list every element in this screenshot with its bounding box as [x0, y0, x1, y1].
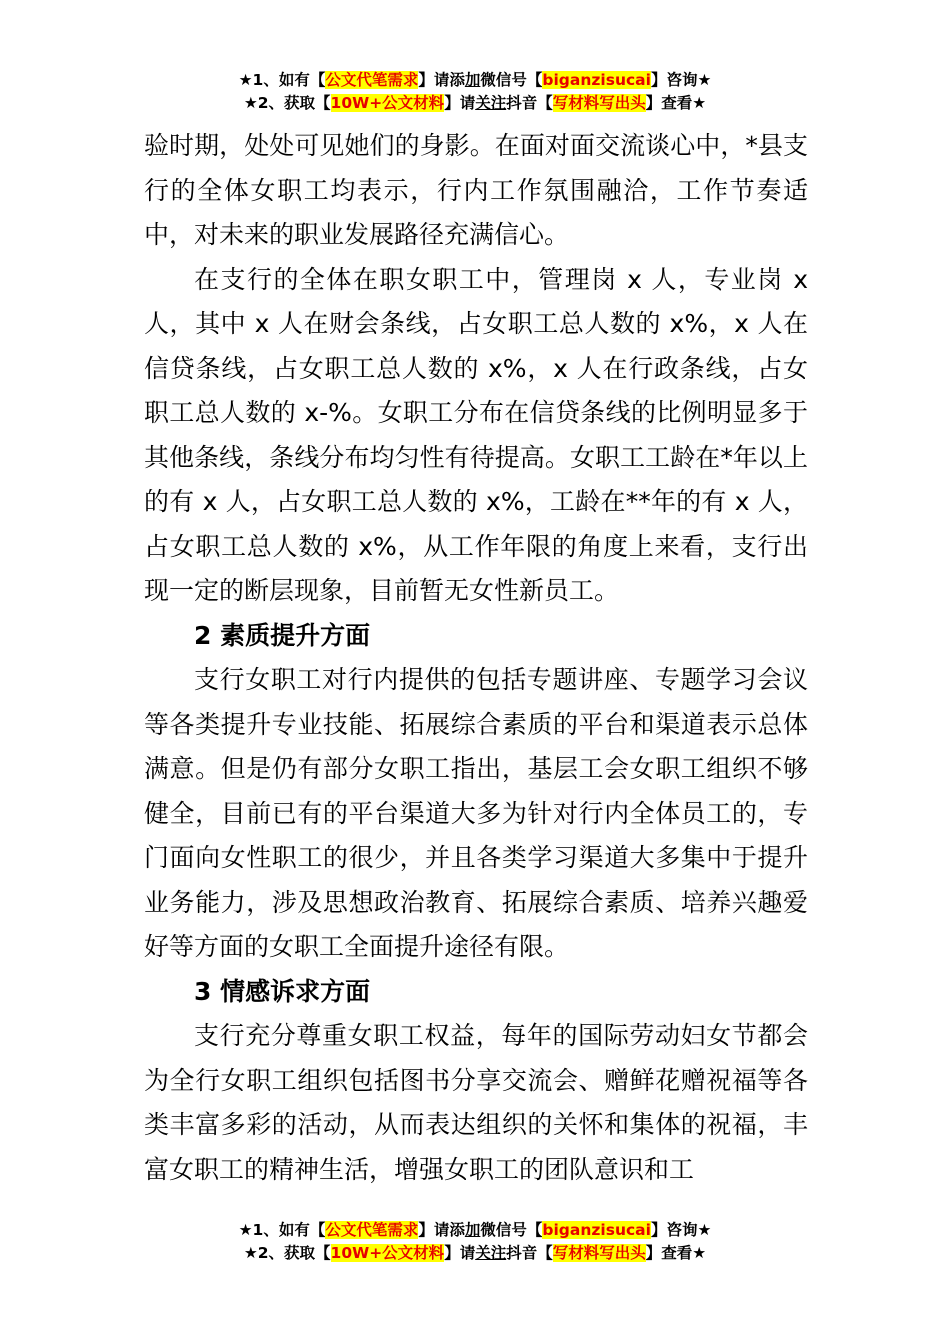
- banner-line-2-prefix: ★2、获取【: [243, 1244, 331, 1262]
- banner-line-2-mid-2: 抖音【: [506, 94, 553, 112]
- footer-banner: [0, 1219, 950, 1265]
- banner-line-1-suffix: 】咨询★: [650, 71, 712, 89]
- paragraph-quality-improvement: 支行女职工对行内提供的包括专题讲座、专题学习会议等各类提升专业技能、拓展综合素质的平台和渠道表示总体满意。但是仍有部分女职工指出，基层工会女职工组织不够健全，目前已有的平台渠道大多为针对行内全体员工的，专门面向女性职工的很少，并且各类学习渠道大多集中于提升业务能力，涉及思想政治教育、拓展综合素质、培养兴趣爱好等方面的女职工全面提升途径有限。: [144, 665, 808, 961]
- document-body: [144, 124, 808, 1192]
- banner-highlight-service: 公文代笔需求: [325, 1221, 419, 1239]
- banner-underlined-text: 关注: [475, 94, 507, 112]
- banner-line-1-mid: 】请添: [418, 1221, 465, 1239]
- banner-line-1-mid-2: 微信号【: [480, 1221, 543, 1239]
- banner-line-2-mid: 】请: [444, 94, 476, 112]
- banner-line-1: [0, 69, 950, 92]
- banner-highlight-douyin: 写材料写出头: [552, 1244, 646, 1262]
- paragraph-emotional-needs: 支行充分尊重女职工权益，每年的国际劳动妇女节都会为全行女职工组织包括图书分享交流会、赠鲜花赠祝福等各类丰富多彩的活动，从而表达组织的关怀和集体的祝福，丰富女职工的精神生活，增强女职工的团队意识和工: [144, 1021, 808, 1184]
- header-banner: [0, 69, 950, 115]
- banner-highlight-materials: 10W+公文材料: [330, 94, 445, 112]
- banner-line-2-mid: 】请: [444, 1244, 476, 1262]
- banner-line-2-mid-2: 抖音【: [506, 1244, 553, 1262]
- banner-line-2-prefix: ★2、获取【: [243, 94, 331, 112]
- banner-line-2: [0, 1242, 950, 1265]
- banner-highlight-wechat-id: biganzisucai: [542, 71, 651, 89]
- banner-highlight-service: 公文代笔需求: [325, 71, 419, 89]
- banner-line-1: [0, 1219, 950, 1242]
- banner-line-1-suffix: 】咨询★: [650, 1221, 712, 1239]
- banner-line-1-prefix: ★1、如有【: [238, 1221, 326, 1239]
- banner-highlight-materials: 10W+公文材料: [330, 1244, 445, 1262]
- section-heading-emotional: 3 情感诉求方面: [194, 976, 371, 1006]
- banner-underlined-text: 加: [464, 1221, 481, 1239]
- banner-line-2: [0, 92, 950, 115]
- banner-underlined-text: 加: [464, 71, 481, 89]
- banner-highlight-douyin: 写材料写出头: [552, 94, 646, 112]
- paragraph-continuation: 验时期，处处可见她们的身影。在面对面交流谈心中，*县支行的全体女职工均表示，行内工作氛围融洽，工作节奏适中，对未来的职业发展路径充满信心。: [144, 131, 808, 249]
- banner-line-1-mid-2: 微信号【: [480, 71, 543, 89]
- banner-highlight-wechat-id: biganzisucai: [542, 1221, 651, 1239]
- paragraph-staff-distribution: 在支行的全体在职女职工中，管理岗 x 人，专业岗 x 人，其中 x 人在财会条线，占女职工总人数的 x%，x 人在信贷条线，占女职工总人数的 x%，x 人在行政条线，占女职工总人数的 x-%。女职工分布在信贷条线的比例明显多于其他条线，条线分布均匀性有待提高。女职工工龄在*年以上的有 x 人，占女职工总人数的 x%，工龄在**年的有 x 人，占女职工总人数的 x%，从工作年限的角度上来看，支行出现一定的断层现象，目前暂无女性新员工。: [144, 264, 808, 605]
- banner-underlined-text: 关注: [475, 1244, 507, 1262]
- banner-line-2-suffix: 】查看★: [645, 1244, 707, 1262]
- banner-line-2-suffix: 】查看★: [645, 94, 707, 112]
- banner-line-1-mid: 】请添: [418, 71, 465, 89]
- section-heading-quality: 2 素质提升方面: [194, 620, 371, 650]
- banner-line-1-prefix: ★1、如有【: [238, 71, 326, 89]
